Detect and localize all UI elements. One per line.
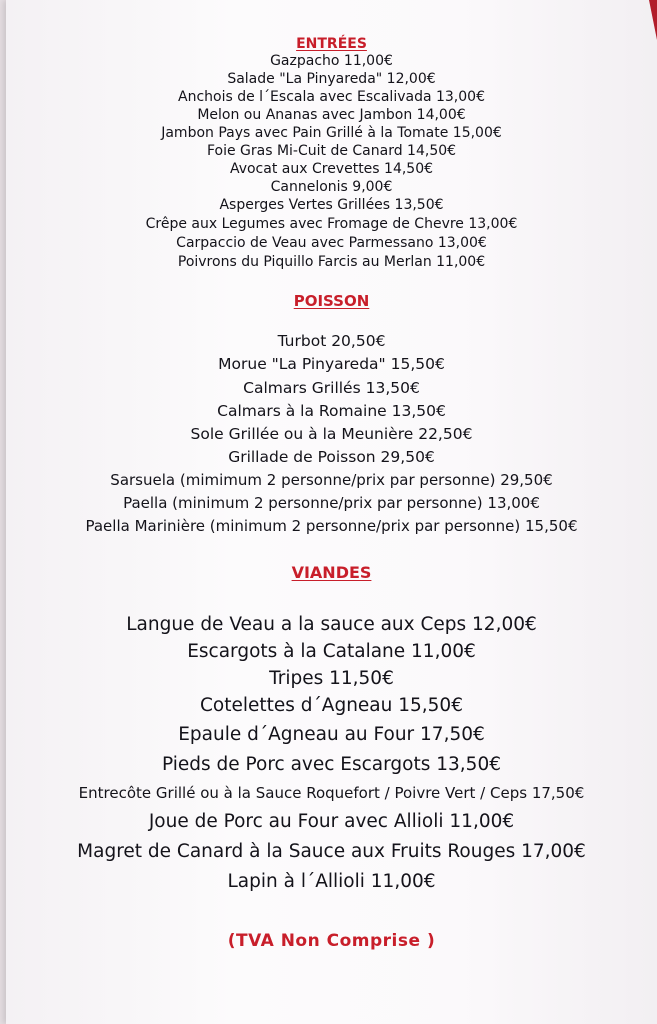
menu-page [6, 0, 657, 1024]
menu-item: Joue de Porc au Four avec Allioli 11,00€ [148, 811, 515, 832]
menu-item: Melon ou Ananas avec Jambon 14,00€ [197, 107, 466, 123]
menu-item: Epaule d´Agneau au Four 17,50€ [178, 724, 485, 745]
menu-item: Magret de Canard à la Sauce aux Fruits Rouges 17,00€ [77, 841, 586, 862]
menu-item: Turbot 20,50€ [277, 332, 386, 350]
menu-item: Pieds de Porc avec Escargots 13,50€ [161, 754, 501, 775]
menu-item: Morue "La Pinyareda" 15,50€ [218, 355, 445, 373]
tablecloth-corner [637, 0, 657, 40]
menu-item: Anchois de l´Escala avec Escalivada 13,00€ [178, 89, 485, 105]
viandes-heading: VIANDES [291, 563, 372, 582]
menu-item: Sole Grillée ou à la Meunière 22,50€ [190, 425, 473, 443]
menu-item: Calmars Grillés 13,50€ [243, 379, 420, 397]
menu-item: Jambon Pays avec Pain Grillé à la Tomate 15,00€ [161, 125, 502, 141]
poisson-heading: POISSON [293, 292, 370, 310]
menu-item: Calmars à la Romaine 13,50€ [217, 402, 446, 420]
menu-item: Langue de Veau a la sauce aux Ceps 12,00€ [126, 614, 537, 635]
menu-item: Entrecôte Grillé ou à la Sauce Roquefort / Poivre Vert / Ceps 17,50€ [78, 784, 585, 802]
menu-item: Cotelettes d´Agneau 15,50€ [200, 695, 463, 716]
menu-item: Asperges Vertes Grillées 13,50€ [219, 197, 444, 213]
menu-item: Paella Marinière (minimum 2 personne/prix par personne) 15,50€ [85, 517, 578, 535]
menu-item: Foie Gras Mi-Cuit de Canard 14,50€ [206, 143, 457, 159]
menu-item: Cannelonis 9,00€ [270, 179, 393, 195]
menu-item: Poivrons du Piquillo Farcis au Merlan 11,00€ [177, 254, 486, 270]
menu-item: Grillade de Poisson 29,50€ [228, 448, 435, 466]
menu-item: Carpaccio de Veau avec Parmessano 13,00€ [176, 235, 487, 251]
menu-item: Salade "La Pinyareda" 12,00€ [227, 71, 436, 87]
menu-item: Paella (minimum 2 personne/prix par personne) 13,00€ [123, 494, 540, 512]
menu-item: Sarsuela (mimimum 2 personne/prix par personne) 29,50€ [110, 471, 553, 489]
menu-item: Escargots à la Catalane 11,00€ [187, 641, 476, 662]
menu-item: Lapin à l´Allioli 11,00€ [227, 871, 436, 892]
tax-note: (TVA Non Comprise ) [227, 931, 436, 951]
menu-item: Avocat aux Crevettes 14,50€ [229, 161, 434, 177]
menu-item: Gazpacho 11,00€ [270, 53, 393, 69]
menu-item: Crêpe aux Legumes avec Fromage de Chevre 13,00€ [145, 216, 518, 232]
entrees-heading: ENTRÉES [296, 36, 367, 52]
menu-item: Tripes 11,50€ [269, 668, 394, 689]
